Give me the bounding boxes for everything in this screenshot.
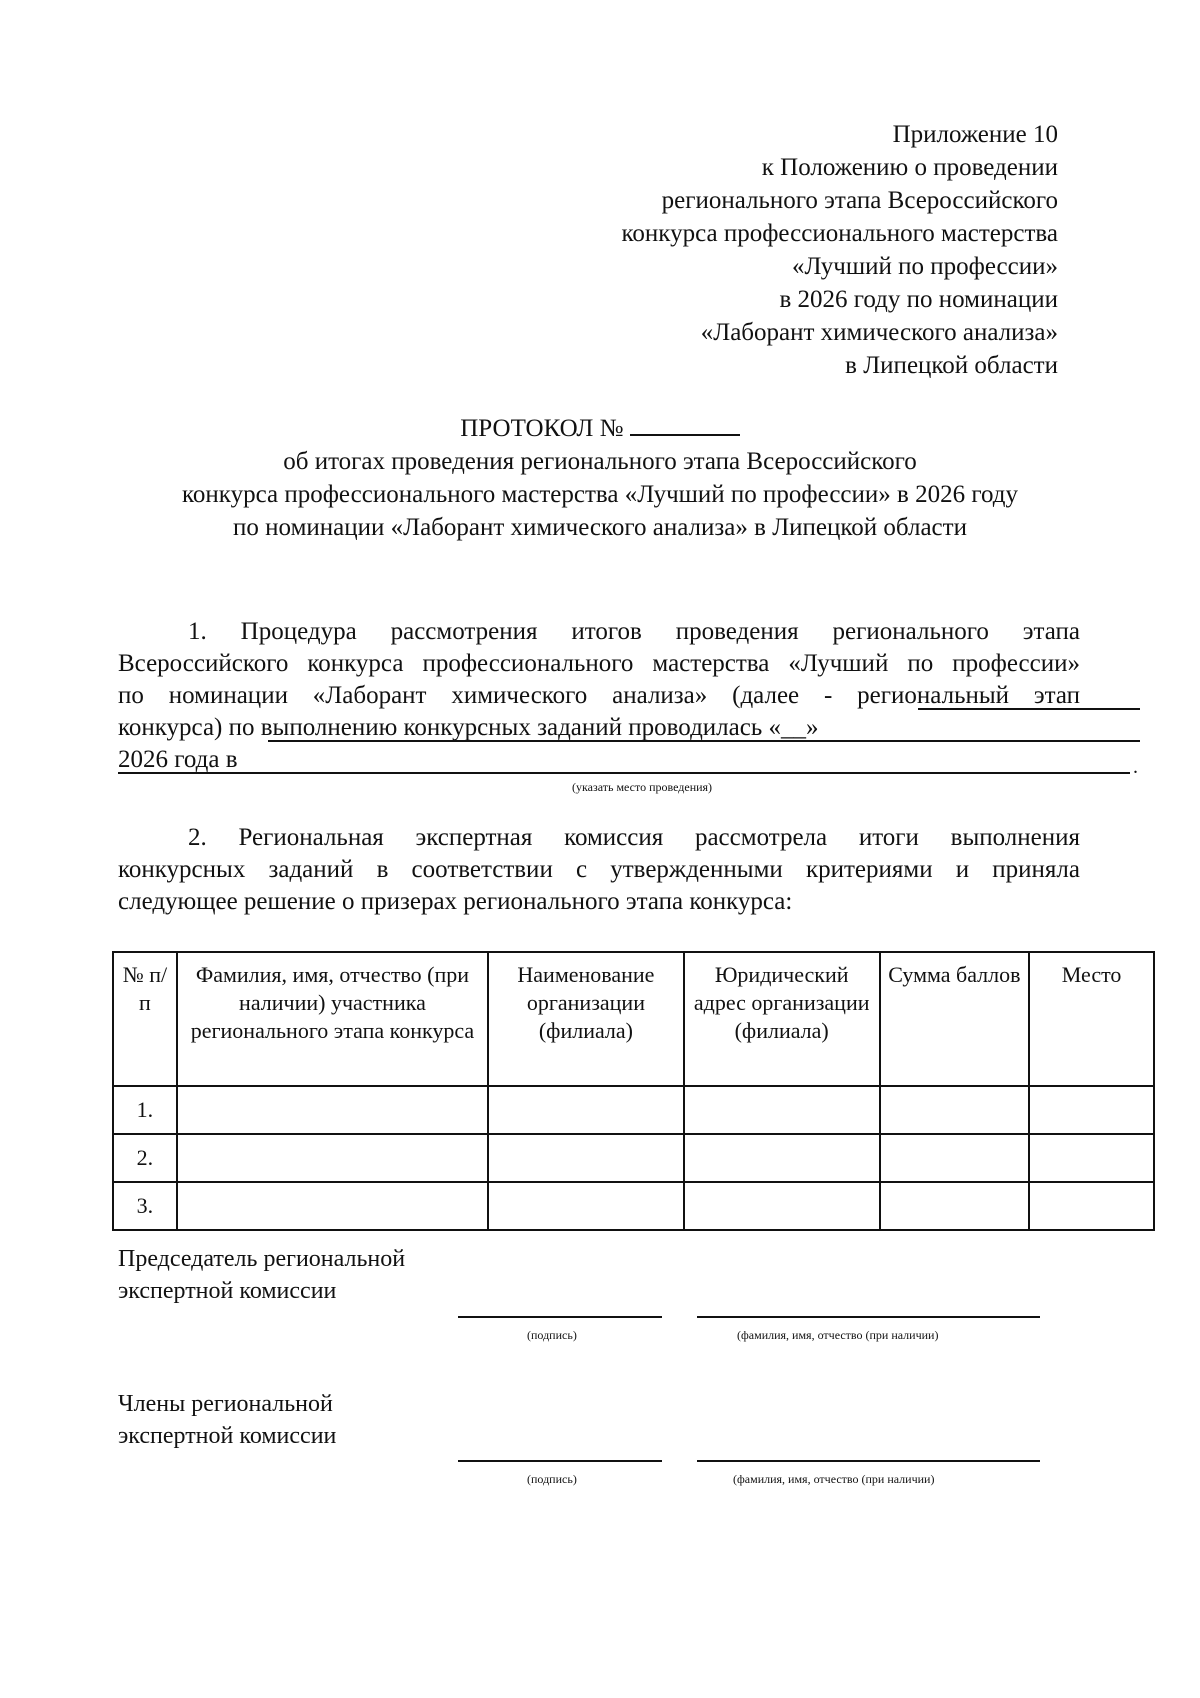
header-score: Сумма баллов xyxy=(880,952,1030,1086)
date-month-field[interactable] xyxy=(918,708,1140,710)
members-name-caption: (фамилия, имя, отчество (при наличии) xyxy=(733,1472,935,1486)
header-place: Место xyxy=(1029,952,1154,1086)
header-organization: Наименование организации (филиала) xyxy=(488,952,684,1086)
place-field-continued[interactable] xyxy=(118,772,1130,774)
organization-cell[interactable] xyxy=(488,1182,684,1230)
participant-cell[interactable] xyxy=(177,1086,488,1134)
organization-cell[interactable] xyxy=(488,1134,684,1182)
table-row xyxy=(113,1182,1154,1230)
place-cell[interactable] xyxy=(1029,1086,1154,1134)
place-caption: (указать место проведения) xyxy=(572,780,713,794)
section-1-line: 1. Процедура рассмотрения итогов проведения регионального этапа xyxy=(188,618,1080,645)
protocol-number-field[interactable] xyxy=(630,412,740,436)
organization-cell[interactable] xyxy=(488,1086,684,1134)
row-number: 2. xyxy=(113,1134,177,1182)
section-1 xyxy=(118,616,1080,776)
protocol-title xyxy=(0,412,1200,544)
table-row xyxy=(113,1134,1154,1182)
address-cell[interactable] xyxy=(684,1134,880,1182)
title-line: конкурса профессионального мастерства «Лучший по профессии» в 2026 году xyxy=(182,481,1018,508)
winners-table xyxy=(112,951,1155,1231)
appendix-header xyxy=(622,118,1058,382)
appendix-line: Приложение 10 xyxy=(892,121,1058,148)
section-2-line: следующее решение о призерах регионального этапа конкурса: xyxy=(118,888,793,915)
members-signature-field[interactable] xyxy=(458,1460,662,1462)
appendix-line: «Лаборант химического анализа» xyxy=(700,319,1058,346)
section-2-line: 2. Региональная экспертная комиссия рассмотрела итоги выполнения xyxy=(188,824,1080,851)
section-1-line: по номинации «Лаборант химического анализа» (далее - региональный этап xyxy=(118,682,1080,709)
score-cell[interactable] xyxy=(880,1134,1030,1182)
address-cell[interactable] xyxy=(684,1182,880,1230)
header-number: № п/п xyxy=(113,952,177,1086)
members-signature-caption: (подпись) xyxy=(527,1472,577,1486)
chair-label xyxy=(118,1243,405,1307)
score-cell[interactable] xyxy=(880,1086,1030,1134)
chair-label-line: Председатель региональной xyxy=(118,1246,406,1272)
row-number: 1. xyxy=(113,1086,177,1134)
table-row xyxy=(113,1086,1154,1134)
appendix-line: регионального этапа Всероссийского xyxy=(661,187,1058,214)
appendix-line: в Липецкой области xyxy=(845,352,1058,379)
members-name-field[interactable] xyxy=(697,1460,1040,1462)
section-1-year-line: 2026 года в xyxy=(118,746,238,773)
section-2-line: конкурсных заданий в соответствии с утвержденными критериями и приняла xyxy=(118,856,1080,883)
appendix-line: к Положению о проведении xyxy=(761,154,1058,181)
participant-cell[interactable] xyxy=(177,1134,488,1182)
section-1-line: конкурса) по выполнению конкурсных заданий проводилась «__» xyxy=(118,714,819,741)
title-line: по номинации «Лаборант химического анализа» в Липецкой области xyxy=(233,514,967,541)
chair-signature-field[interactable] xyxy=(458,1316,662,1318)
members-label xyxy=(118,1388,336,1452)
section-1-line: Всероссийского конкурса профессионального мастерства «Лучший по профессии» xyxy=(118,650,1080,677)
chair-name-field[interactable] xyxy=(697,1316,1040,1318)
address-cell[interactable] xyxy=(684,1086,880,1134)
members-label-line: экспертной комиссии xyxy=(118,1423,337,1449)
members-label-line: Члены региональной xyxy=(118,1391,333,1417)
participant-cell[interactable] xyxy=(177,1182,488,1230)
section-2 xyxy=(118,822,1080,918)
place-cell[interactable] xyxy=(1029,1134,1154,1182)
chair-name-caption: (фамилия, имя, отчество (при наличии) xyxy=(737,1328,939,1342)
score-cell[interactable] xyxy=(880,1182,1030,1230)
place-cell[interactable] xyxy=(1029,1182,1154,1230)
place-field[interactable] xyxy=(268,740,1140,742)
appendix-line: конкурса профессионального мастерства xyxy=(621,220,1058,247)
place-end-mark: . xyxy=(1133,756,1138,778)
chair-label-line: экспертной комиссии xyxy=(118,1278,337,1304)
protocol-heading-text: ПРОТОКОЛ № xyxy=(460,415,624,442)
table-header-row xyxy=(113,952,1154,1086)
appendix-line: «Лучший по профессии» xyxy=(791,253,1058,280)
appendix-line: в 2026 году по номинации xyxy=(779,286,1058,313)
header-address: Юридический адрес организации (филиала) xyxy=(684,952,880,1086)
row-number: 3. xyxy=(113,1182,177,1230)
chair-signature-caption: (подпись) xyxy=(527,1328,577,1342)
title-line: об итогах проведения регионального этапа Всероссийского xyxy=(283,448,917,475)
protocol-heading xyxy=(0,412,1200,445)
header-participant: Фамилия, имя, отчество (при наличии) участника регионального этапа конкурса xyxy=(177,952,488,1086)
